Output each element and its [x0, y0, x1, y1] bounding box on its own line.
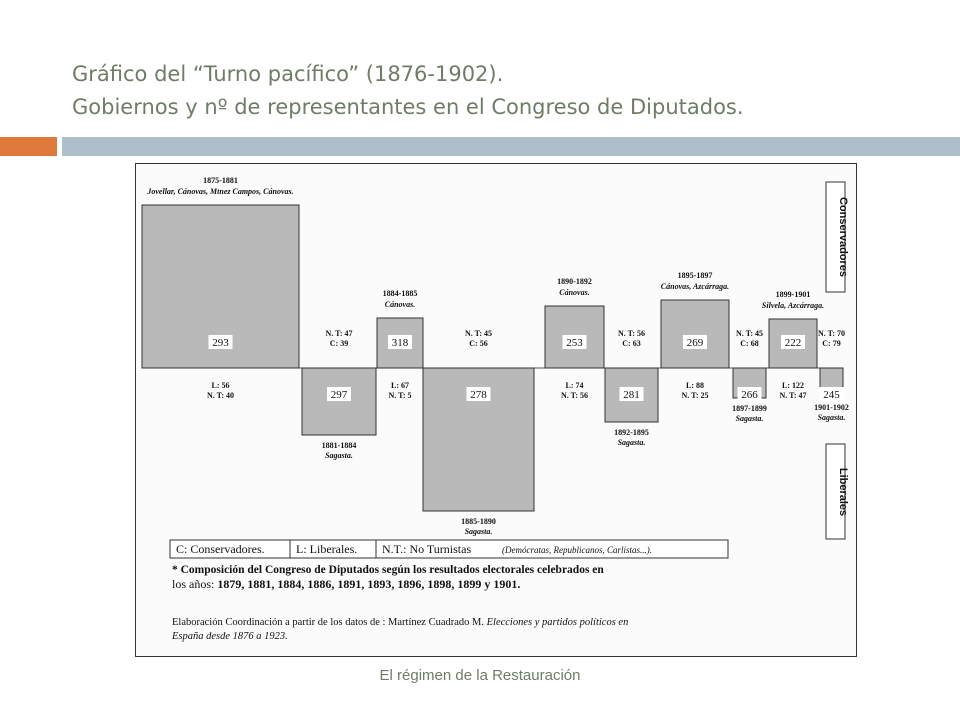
- accent-bar-bluegray: [62, 137, 960, 156]
- minority-note: C: 68: [740, 339, 759, 348]
- source-line-2: España desde 1876 a 1923.: [172, 631, 288, 642]
- legend-item-no-turnistas-detail: (Demócratas, Republicanos, Carlistas...).: [502, 545, 652, 555]
- chart-frame: [135, 163, 857, 657]
- accent-bar-orange: [0, 137, 57, 156]
- value-label: 222: [784, 337, 802, 349]
- composition-note-years: [172, 577, 520, 591]
- turno-pacifico-chart: [136, 164, 856, 656]
- minority-note: C: 79: [822, 339, 841, 348]
- legend-item-conservadores: C: Conservadores.: [176, 542, 265, 556]
- minority-note: N. T: 25: [681, 391, 709, 400]
- value-label: 318: [391, 337, 409, 349]
- legend-item-no-turnistas: N.T.: No Turnistas: [382, 542, 472, 556]
- leaders-label: Sagasta.: [617, 438, 646, 447]
- side-label-liberales: Liberales: [837, 467, 849, 517]
- leaders-label: Sagasta.: [464, 527, 493, 536]
- leaders-label: Sagasta.: [735, 414, 764, 423]
- value-label: 269: [686, 337, 704, 349]
- slide-title: [72, 58, 932, 124]
- value-label: 253: [566, 337, 583, 349]
- minority-note: C: 63: [622, 339, 641, 348]
- source-line-1: [172, 617, 628, 628]
- slide-title-line-1: Gráfico del “Turno pacífico” (1876-1902).: [72, 62, 504, 86]
- composition-note-prefix: los años:: [172, 577, 218, 591]
- minority-note: N. T: 47: [325, 329, 353, 338]
- bar-conservadores-1895-1897: [661, 300, 729, 368]
- minority-note: L: 67: [391, 381, 409, 390]
- side-label-conservadores: Conservadores: [837, 196, 849, 278]
- value-label: 293: [212, 337, 229, 349]
- minority-note: N. T: 40: [206, 391, 235, 400]
- leaders-label: Cánovas.: [384, 300, 416, 309]
- leaders-label: Silvela, Azcárraga.: [761, 301, 825, 310]
- source-author: Elaboración Coordinación a partir de los datos de : Martínez Cuadrado M.: [172, 617, 487, 628]
- leaders-label: Cánovas, Azcárraga.: [660, 282, 730, 291]
- value-label: 297: [330, 389, 348, 401]
- period-label: 1895-1897: [677, 271, 713, 280]
- leaders-label: Sagasta.: [817, 413, 846, 422]
- period-label: 1890-1892: [557, 277, 592, 286]
- leaders-label: Sagasta.: [325, 451, 353, 460]
- legend-item-liberales: L: Liberales.: [296, 542, 358, 556]
- value-label: 266: [741, 389, 758, 401]
- minority-note: L: 122: [782, 381, 804, 390]
- period-label: 1899-1901: [775, 290, 811, 299]
- slide-footer: El régimen de la Restauración: [379, 667, 581, 684]
- period-label: 1881-1884: [321, 441, 357, 450]
- minority-note: C: 39: [329, 339, 349, 348]
- minority-note: L: 88: [686, 381, 704, 390]
- slide-title-line-2: Gobiernos y nº de representantes en el Congreso de Diputados.: [72, 95, 744, 119]
- period-label: 1875-1881: [203, 176, 238, 185]
- minority-note: N. T: 70: [817, 329, 846, 338]
- minority-note: N. T: 45: [464, 329, 493, 338]
- source-title-part-1: Elecciones y partidos políticos en: [486, 617, 629, 628]
- minority-note: N. T: 56: [560, 391, 589, 400]
- minority-note: L: 56: [211, 381, 230, 390]
- bar-liberales-1881-1884: [302, 368, 376, 435]
- minority-note: L: 74: [565, 381, 584, 390]
- period-label: 1885-1890: [461, 517, 496, 526]
- minority-note: N. T: 56: [617, 329, 646, 338]
- leaders-label: Cánovas.: [559, 288, 590, 297]
- composition-note: * Composición del Congreso de Diputados según los resultados electorales celebrados en: [172, 564, 604, 576]
- value-label: 281: [623, 389, 640, 401]
- leaders-label: Jovellar, Cánovas, Mtnez Campos, Cánovas.: [147, 187, 294, 196]
- minority-note: N. T: 45: [735, 329, 764, 338]
- period-label: 1901-1902: [814, 403, 849, 412]
- minority-note: N. T: 5: [388, 391, 412, 400]
- minority-note: C: 56: [469, 339, 488, 348]
- value-label: 278: [470, 389, 487, 401]
- value-label: 245: [823, 389, 840, 401]
- period-label: 1897-1899: [732, 404, 767, 413]
- composition-note-year-list: 1879, 1881, 1884, 1886, 1891, 1893, 1896, 1898, 1899 y 1901.: [217, 577, 521, 591]
- period-label: 1884-1885: [382, 289, 418, 298]
- minority-note: N. T: 47: [779, 391, 807, 400]
- period-label: 1892-1895: [614, 428, 649, 437]
